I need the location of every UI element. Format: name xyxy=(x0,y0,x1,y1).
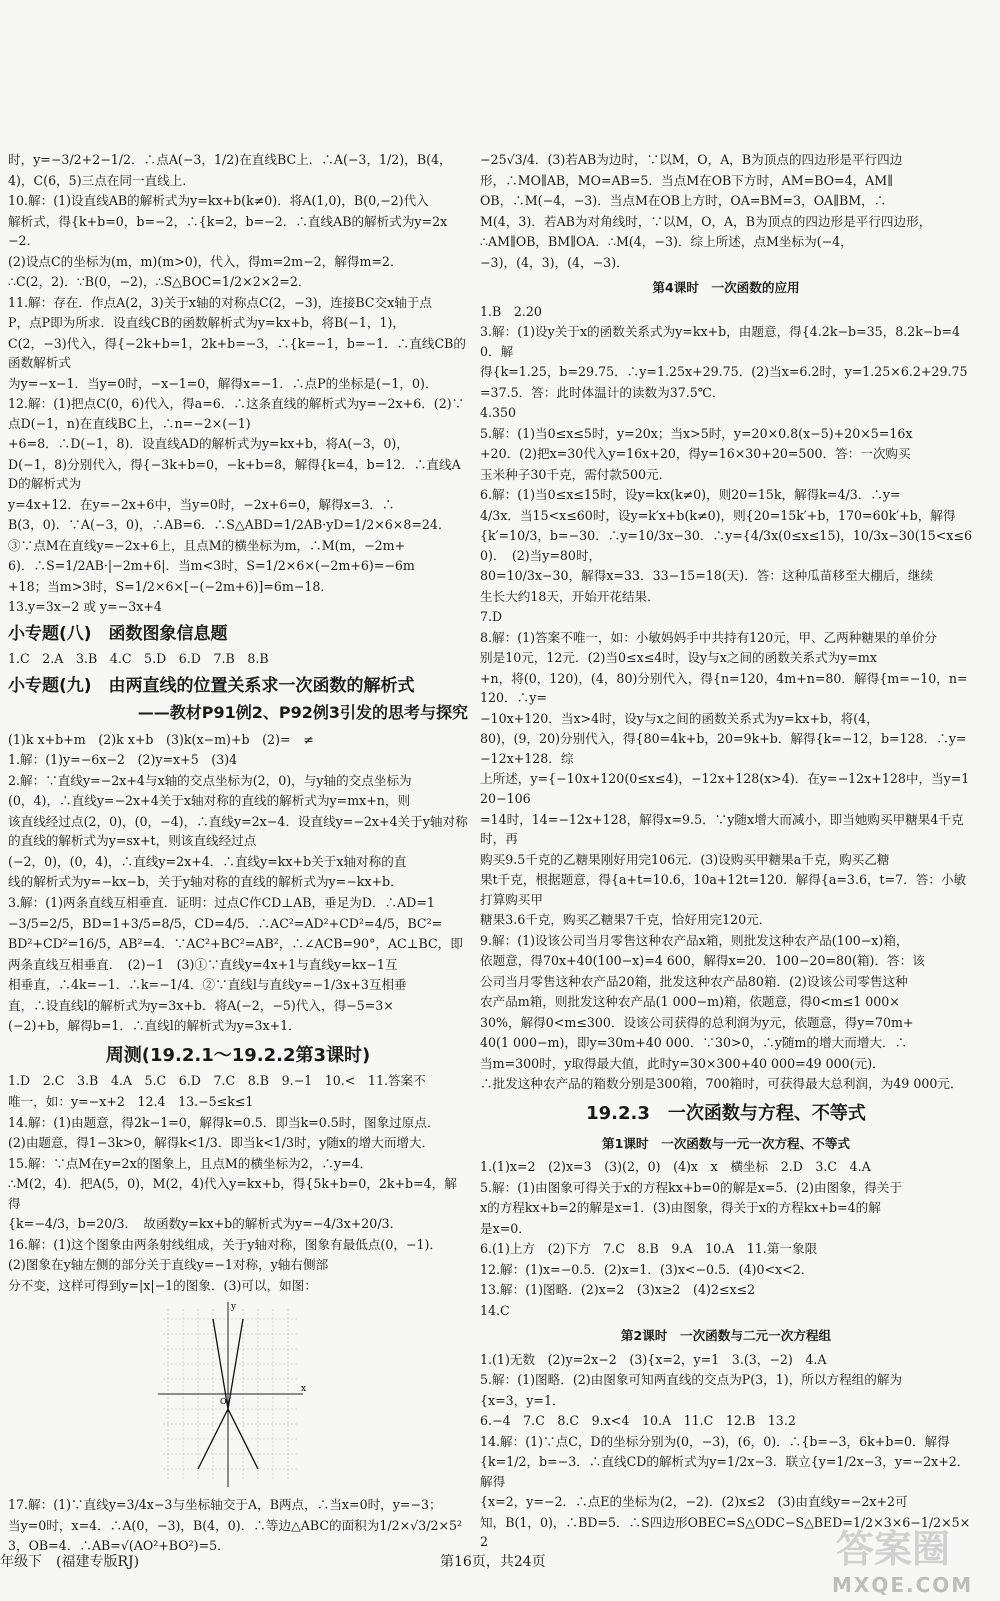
weekly-test-title: 周测(19.2.1～19.2.2第3课时) xyxy=(105,1044,371,1066)
answer-line: 形，∴MO∥AB，MO=AB=5．当点M在OB下方时，AM=BO=4，AM∥ xyxy=(480,172,893,188)
answer-line: 时，y=−3/2+2−1/2．∴点A(−3，1/2)在直线BC上．∴A(−3，1/2)，B(4， xyxy=(8,152,452,167)
answer-block xyxy=(8,150,468,617)
answer-line: 当m=300时，y取得最大值，此时y=30×300+40 000=49 000(元)． xyxy=(480,1055,885,1071)
topic9-subtitle: ——教材P91例2、P92例3引发的思考与探究 xyxy=(137,703,468,723)
answer-block xyxy=(480,150,972,272)
answer-block xyxy=(8,730,468,1036)
answer-block xyxy=(8,1495,468,1556)
answer-line: 12.解：(1)x=−0.5．(2)x=1．(3)x<−0.5．(4)0<x<2． xyxy=(480,1261,814,1277)
answer-line: C(2，−3)代入，得{−2k+b=1，2k+b=−3，∴{k=−1，b=−1．∴直线CB的函数解析式 xyxy=(8,335,466,371)
topic9-title: 小专题(九) 由两直线的位置关系求一次函数的解析式 xyxy=(8,675,415,696)
answer-line: −10x+120．当x>4时，设y与x之间的函数关系式为y=kx+b，将(4， xyxy=(480,710,879,726)
answer-line: 分不变，这样可得到y=|x|−1的图象．(3)可以，如图： xyxy=(8,1277,317,1293)
answer-line: 上所述，y={−10x+120(0≤x≤4)，−12x+128(x>4)．在y=−12x+128中，当y=120−106 xyxy=(480,771,970,806)
footer-page-number: 第16页，共24页 xyxy=(440,1554,546,1570)
answer-line: 80=10/3x−30，解得x=33．33−15=18(天)．答：这种瓜苗移至大棚后，继续 xyxy=(480,568,934,584)
answer-line: 唯一，如：y=−x+2 12.4 13.−5≤k≤1 xyxy=(8,1094,254,1109)
answer-line: ∴C(2，2)．∵B(0，−2)，∴S△BOC=1/2×2×2=2． xyxy=(8,274,311,290)
answer-line: 6.−4 7.C 8.C 9.x<4 10.A 11.C 12.B 13.2 xyxy=(480,1413,796,1429)
answer-line: 1.D 2.C 3.B 4.A 5.C 6.D 7.C 8.B 9.−1 10.< 11.答案不 xyxy=(8,1073,426,1089)
answer-line: 80)，(9，20)分别代入，得{80=4k+b，20=9k+b．解得{k=−12，b=128．∴y=−12x+128．综 xyxy=(480,731,967,766)
answer-line: (2)图象在y轴左侧的部分关于直线y=−1对称，y轴右侧部 xyxy=(8,1257,329,1273)
answer-line: 14.解：(1)由题意，得2k−1=0，解得k=0.5．即当k=0.5时，图象过原点． xyxy=(8,1114,440,1130)
answer-line: 15.解：∵点M在y=2x的图象上，且点M的横坐标为2，∴y=4． xyxy=(8,1155,373,1171)
answer-line: 为y=−x−1．当y=0时，−x−1=0，解得x=−1．∴点P的坐标是(−1，0)． xyxy=(8,375,438,391)
answer-line: 依题意，得70x+40(100−x)=4 600，解得x=20．100−20=80(箱)．答：该 xyxy=(480,953,925,969)
answer-line: 生长大约18天，开始开花结果． xyxy=(480,588,660,604)
answer-line: 2.解：∵直线y=−2x+4与x轴的交点坐标为(2，0)，与y轴的交点坐标为 xyxy=(8,772,412,788)
lesson4-title: 第4课时 一次函数的应用 xyxy=(652,280,800,296)
answer-line: D(−1，8)分别代入，得{−3k+b=0，−k+b=8，解得{k=4，b=12．∴直线AD的解析式为 xyxy=(8,456,461,492)
answer-line: 1.解：(1)y=−6x−2 (2)y=x+5 (3)4 xyxy=(8,752,238,768)
answer-line: 直，∴设直线l的解析式为y=3x+b．将A(−2，−5)代入，得−5=3× xyxy=(8,997,394,1013)
answer-line: 线的解析式为y=−kx−b，关于y轴对称的直线的解析式为y=−kx+b． xyxy=(8,874,403,890)
answer-line: 6.(1)上方 (2)下方 7.C 8.B 9.A 10.A 11.第一象限 xyxy=(480,1241,818,1257)
answer-line: 14.解：(1)∵点C，D的坐标分别为(0，−3)，(6，0)．∴{b=−3，6k+b=0．解得 xyxy=(480,1433,950,1449)
answer-line: 公司当月零售这种农产品20箱，批发这种农产品80箱．(2)设该公司零售这种 xyxy=(480,973,908,989)
answer-line: {k′=10/3，b=−30．∴y=10/3x−30．∴y={4/3x(0≤x≤15)，10/3x−30(15<x≤60)． (2)当y=80时， xyxy=(480,528,972,563)
answer-line: ∴M(2，4)．把A(5，0)，M(2，4)代入y=kx+b，得{5k+b=0，2k+b=4，解得 xyxy=(8,1176,457,1211)
answer-line: 糖果3.6千克，购买乙糖果7千克，恰好用完120元． xyxy=(480,912,772,928)
answer-line: 16.解：(1)这个图象由两条射线组成，关于y轴对称，图象有最低点(0，−1)． xyxy=(8,1236,443,1252)
answer-line: 13.解：(1)图略．(2)x=2 (3)x≥2 (4)2≤x≤2 xyxy=(480,1282,756,1298)
answer-line: (−2)+b，解得b=1．∴直线l的解析式为y=3x+1． xyxy=(8,1018,301,1034)
watermark-logo: 答案圈 xyxy=(836,1527,951,1571)
right-column xyxy=(480,150,972,1553)
answer-line: 果t千克，根据题意，得{a+t=10.6，10a+12t=120．解得{a=3.6，t=7．答：小敏打算购买甲 xyxy=(480,872,967,907)
answer-line: 别是10元，12元．(2)当0≤x≤4时，设y与x之间的函数关系式为y=mx xyxy=(480,650,877,666)
answer-line: 13.y=3x−2 或 y=−3x+4 xyxy=(8,599,162,615)
answer-line: +20．(2)把x=30代入y=16x+20，得y=16×30+20=500．答：一次购买 xyxy=(480,446,911,462)
answer-line: −25√3/4．(3)若AB为边时，∵以M，O，A，B为顶点的四边形是平行四边 xyxy=(480,152,903,167)
answer-line: 8.解：(1)答案不唯一，如：小敏妈妈手中共持有120元，甲、乙两种糖果的单价分 xyxy=(480,629,937,645)
answer-line: +18；当m>3时，S=1/2×6×[−(−2m+6)]=6m−18． xyxy=(8,578,333,594)
answer-line: 6.解：(1)当0≤x≤15时，设y=kx(k≠0)，则20=15k，解得k=4/3．∴y= xyxy=(480,487,901,503)
answer-line: 解析式，得{k+b=0，b=−2，∴{k=2，b=−2．∴直线AB的解析式为y=2x−2． xyxy=(8,213,448,249)
answer-line: 5.解：(1)图略．(2)由图象可知两直线的交点为P(3，1)，所以方程组的解为 xyxy=(480,1372,903,1388)
answer-line: 农产品m箱，则批发这种农产品(1 000−m)箱，依题意，得0<m≤1 000× xyxy=(480,994,900,1010)
answer-line: ∴批发这种农产品的箱数分别是300箱，700箱时，可获得最大总利润，为49 000元． xyxy=(480,1076,963,1092)
answer-line: BD²+CD²=16/5，AB²=4．∵AC²+BC²=AB²，∴∠ACB=90°，AC⊥BC，即 xyxy=(8,936,463,952)
answer-line: ∴AM∥OB，BM∥OA．∴M(4，−3)．综上所述，点M坐标为(−4， xyxy=(480,234,853,250)
answer-line: 玉米种子30千克，需付款500元． xyxy=(480,466,672,482)
answer-line: 4/3x．当15<x≤60时，设y=k′x+b(k≠0)，则{20=15k′+b，170=60k′+b，解得 xyxy=(480,507,956,523)
answer-line: 当y=0时，x=4．∴A(0，−3)，B(4，0)．∴等边△ABC的面积为1/2×√3/2×5² xyxy=(8,1517,463,1533)
answer-line: 4)，C(6，5)三点在同一直线上． xyxy=(8,172,195,188)
answer-line: 30%，解得0<m≤300．设该公司获得的总利润为y元，依题意，得y=70m+ xyxy=(480,1014,914,1030)
answer-line: 5.解：(1)当0≤x≤5时，y=20x；当x>5时，y=20×0.8(x−5)+20×5=16x xyxy=(480,425,913,441)
answer-line: 1.(1)x=2 (2)x=3 (3)(2，0) (4)x x 横坐标 2.D 3.C 4.A xyxy=(480,1159,871,1175)
answer-line: 得{k=1.25，b=29.75．∴y=1.25x+29.75．(2)当x=6.2时，y=1.25×6.2+29.75 xyxy=(480,364,968,380)
topic8-answers: 1.C 2.A 3.B 4.C 5.D 6.D 7.B 8.B xyxy=(8,651,269,667)
answer-line: 5.解：(1)由图象可得关于x的方程kx+b=0的解是x=5．(2)由图象，得关于 xyxy=(480,1179,903,1195)
answer-line: y=4x+12．在y=−2x+6中，当y=0时，−2x+6=0，解得x=3．∴ xyxy=(8,496,395,512)
answer-line: B(3，0)．∵A(−3，0)，∴AB=6．∴S△ABD=1/2AB·yD=1/2×6×8=24． xyxy=(8,517,451,533)
answer-line: +n，将(0，120)，(4，80)分别代入，得{n=120，4m+n=80．解得{m=−10，n=120．∴y= xyxy=(480,670,968,706)
answer-line: {x=2，y=−2．∴点E的坐标为(2，−2)．(2)x≤2 (3)由直线y=−2x+2可 xyxy=(480,1494,908,1510)
topic8-title: 小专题(八) 函数图象信息题 xyxy=(8,623,228,644)
answer-line: (0，4)，∴直线y=−2x+4关于x轴对称的直线的解析式为y=mx+n，则 xyxy=(8,793,411,809)
function-graph xyxy=(158,1299,308,1489)
answer-line: 1.(1)无数 (2)y=2x−2 (3){x=2，y=1 3.(3，−2) 4.A xyxy=(480,1351,827,1367)
answer-block xyxy=(8,1071,468,1295)
answer-line: 3.解：(1)设y关于x的函数关系式为y=kx+b，由题意，得{4.2k−b=35，8.2k−b=40．解 xyxy=(480,324,961,359)
answer-block xyxy=(480,302,972,1094)
answer-line: (2)设点C的坐标为(m，m)(m>0)，代入，得m=2m−2，解得m=2． xyxy=(8,253,403,269)
answer-line: P，点P即为所求．设直线CB的函数解析式为y=kx+b，将B(−1，1)， xyxy=(8,315,405,331)
lesson2-title: 第2课时 一次函数与二元一次方程组 xyxy=(620,1328,832,1344)
answer-line: 知，B(1，0)，∴BD=5．∴S四边形OBEC=S△ODC−S△BED=1/2×3×6−1/2×5×2 xyxy=(480,1514,971,1550)
answer-line: =37.5．答：此时体温计的读数为37.5℃． xyxy=(480,384,725,400)
answer-line: {x=3，y=1． xyxy=(480,1392,565,1408)
answer-line: 40(1 000−m)，即y=30m+40 000．∵30>0，∴y随m的增大而增大．∴ xyxy=(480,1035,908,1051)
origin-label: O xyxy=(220,1397,227,1407)
answer-line: 4.350 xyxy=(480,405,517,421)
answer-line: 6)．∴S=1/2AB·|−2m+6|．当m<3时，S=1/2×6×(−2m+6)=−6m xyxy=(8,558,415,574)
y-axis-label: y xyxy=(231,1302,237,1313)
answer-line: 1.B 2.20 xyxy=(480,303,542,319)
answer-line: 11.解：存在．作点A(2，3)关于x轴的对称点C(2，−3)，连接BC交x轴于点 xyxy=(8,294,432,310)
answer-line: =14时，14=−12x+128，解得x=9.5．∵y随x增大而减小，即当她购买甲糖果4千克时，再 xyxy=(480,811,964,847)
answer-line: M(4，3)．若AB为对角线时，∵以M，O，A，B为顶点的四边形是平行四边形， xyxy=(480,213,932,229)
answer-line: 9.解：(1)设该公司当月零售这种农产品x箱，则批发这种农产品(100−x)箱， xyxy=(480,932,909,948)
answer-line: OB，∴M(−4，−3)．当点M在OB上方时，OA=BM=3，OA∥BM，∴ xyxy=(480,193,887,209)
lesson1-title: 第1课时 一次函数与一元一次方程、不等式 xyxy=(601,1135,851,1151)
answer-line: x的方程kx+b=2的解是x=1．(3)由图象，得关于x的方程kx+b=4的解 xyxy=(480,1200,881,1216)
left-column xyxy=(8,150,468,1557)
footer-grade: 年级下 (福建专版RJ) xyxy=(0,1554,140,1570)
answer-line: −3/5=2/5，BD=1+3/5=8/5，CD=4/5．∴AC²=AD²+CD²=4/5，BC²= xyxy=(8,915,443,931)
answer-line: 相垂直，∴4k=−1．∴k=−1/4．②∵直线l与直线y=−1/3x+3互相垂 xyxy=(8,977,407,993)
answer-block xyxy=(480,1157,972,1320)
answer-line: 12.解：(1)把点C(0，6)代入，得a=6．∴这条直线的解析式为y=−2x+6．(2)∵点D(−1，n)在直线BC上，∴n=−2×(−1) xyxy=(8,396,465,431)
answer-line: ③∵点M在直线y=−2x+6上，且点M的横坐标为m，∴M(m，−2m+ xyxy=(8,537,406,553)
answer-line: −3)，(4，3)，(4，−3)． xyxy=(480,254,629,270)
answer-line: 3，OB=4．∴AB=√(AO²+BO²)=5． xyxy=(8,1538,230,1554)
watermark xyxy=(822,1520,982,1597)
watermark-site: MXQE.COM xyxy=(832,1573,974,1597)
answer-line: 该直线经过点(2，0)，(0，−4)，∴直线y=2x−4．设直线y=−2x+4关于y轴对称的直线的解析式为y=sx+t，则该直线经过点 xyxy=(8,813,468,849)
answer-line: (2)由题意，得1−3k>0，解得k<1/3．即当k<1/3时，y随x的增大而增大． xyxy=(8,1135,435,1151)
answer-line: 17.解：(1)∵直线y=3/4x−3与坐标轴交于A，B两点，∴当x=0时，y=−3； xyxy=(8,1497,442,1513)
answer-line: 购买9.5千克的乙糖果刚好用完106元．(3)设购买甲糖果a千克，购买乙糖 xyxy=(480,851,890,867)
answer-line: {k=1/2，b=−3．∴直线CD的解析式为y=1/2x−3．联立{y=1/2x−3，y=−2x+2．解得 xyxy=(480,1454,970,1489)
answer-line: +6=8．∴D(−1，8)．设直线AD的解析式为y=kx+b，将A(−3，0)， xyxy=(8,436,409,452)
answer-line: 是x=0． xyxy=(480,1220,531,1236)
answer-line: 7.D xyxy=(480,609,503,625)
answer-line: 10.解：(1)设直线AB的解析式为y=kx+b(k≠0)．将A(1,0)，B(0,−2)代入 xyxy=(8,193,429,209)
graph-svg xyxy=(158,1299,308,1489)
answer-line: 3.解：(1)两条直线互相垂直．证明：过点C作CD⊥AB，垂足为D．∴AD=1 xyxy=(8,894,435,910)
section-title: 19.2.3 一次函数与方程、不等式 xyxy=(586,1102,866,1124)
answer-line: (1)k x+b+m (2)k x+b (3)k(x−m)+b (2)= ≠ xyxy=(8,731,314,747)
x-axis-label: x xyxy=(301,1384,307,1395)
answer-line: {k=−4/3，b=20/3． 故函数y=kx+b的解析式为y=−4/3x+20/3． xyxy=(8,1216,403,1232)
answer-line: (−2，0)，(0，4)，∴直线y=2x+4．∴直线y=kx+b关于x轴对称的直 xyxy=(8,853,407,869)
answer-line: 两条直线互相垂直． (2)−1 (3)①∵直线y=4x+1与直线y=kx−1互 xyxy=(8,956,398,972)
answer-line: 14.C xyxy=(480,1302,510,1318)
